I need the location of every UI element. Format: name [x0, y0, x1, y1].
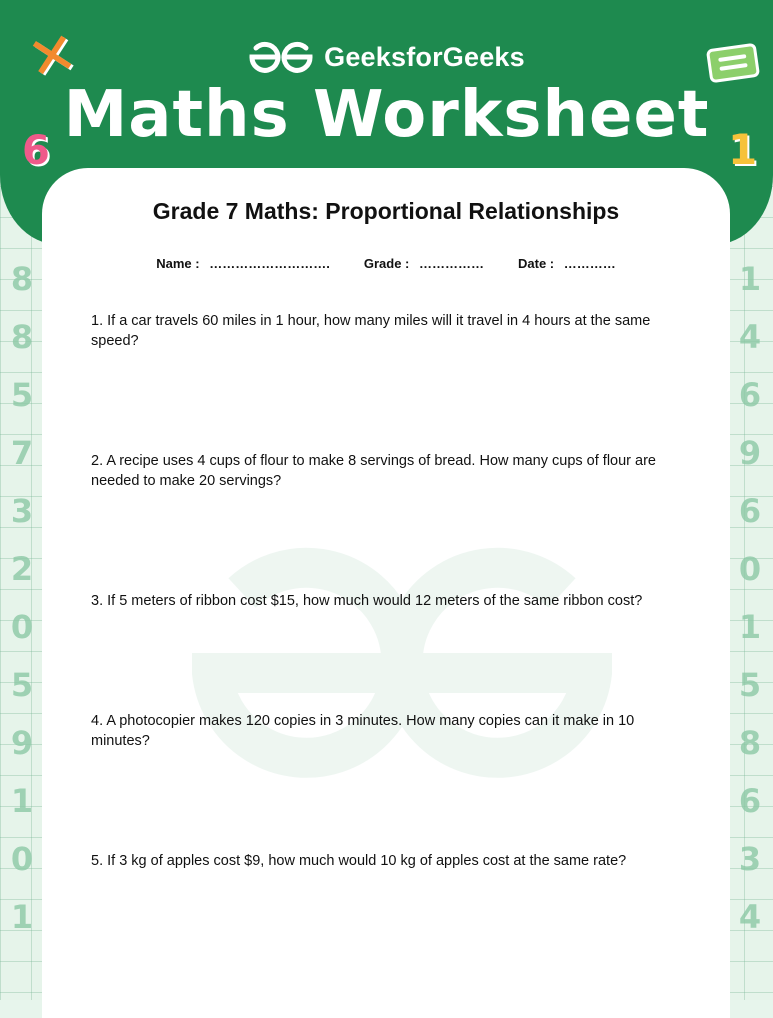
side-digit: 5: [10, 376, 34, 414]
side-digit: 3: [738, 840, 762, 878]
side-digit: 7: [10, 434, 34, 472]
side-digit: 4: [738, 898, 762, 936]
side-digit: 5: [738, 666, 762, 704]
side-digit: 1: [10, 898, 34, 936]
side-digit: 2: [10, 550, 34, 588]
side-digit: 4: [738, 318, 762, 356]
student-info-fields: [42, 256, 730, 271]
side-digit: 1: [10, 782, 34, 820]
brand-logo: [0, 40, 773, 74]
name-label: Name :: [156, 256, 200, 271]
date-label: Date :: [518, 256, 555, 271]
side-digit: 9: [738, 434, 762, 472]
grade-blank[interactable]: ……………: [419, 256, 484, 271]
question-3: 3. If 5 meters of ribbon cost $15, how much would 12 meters of the same ribbon cost?: [91, 593, 643, 609]
gfg-logo-icon: [248, 40, 314, 74]
side-digits-left: [2, 250, 42, 946]
side-digits-right: [730, 250, 770, 946]
side-digit: 0: [738, 550, 762, 588]
side-digit: 0: [10, 840, 34, 878]
multiply-icon: ✕: [21, 17, 84, 95]
side-digit: 1: [738, 608, 762, 646]
side-digit: 0: [10, 608, 34, 646]
side-digit: 8: [738, 724, 762, 762]
side-digit: 9: [10, 724, 34, 762]
page-title: Maths Worksheet: [63, 78, 710, 152]
side-digit: 8: [10, 260, 34, 298]
gfg-watermark-icon: [192, 523, 612, 823]
side-digit: 5: [10, 666, 34, 704]
side-digit: 6: [738, 492, 762, 530]
question-1: 1. If a car travels 60 miles in 1 hour, how many miles will it travel in 4 hours at the same speed?: [91, 313, 651, 349]
date-blank[interactable]: …………: [563, 256, 616, 271]
number-one-icon: 1: [728, 125, 758, 174]
date-field[interactable]: [518, 256, 616, 271]
worksheet-title: Grade 7 Maths: Proportional Relationships: [152, 198, 620, 224]
side-digit: 1: [738, 260, 762, 298]
question-4: 4. A photocopier makes 120 copies in 3 minutes. How many copies can it make in 10 minutes?: [91, 713, 635, 749]
question-5: 5. If 3 kg of apples cost $9, how much would 10 kg of apples cost at the same rate?: [91, 853, 627, 869]
equals-icon: [706, 43, 760, 84]
side-digit: 8: [10, 318, 34, 356]
number-six-icon: 6: [22, 128, 50, 174]
side-digit: 6: [738, 376, 762, 414]
grade-label: Grade :: [363, 256, 410, 271]
name-blank[interactable]: ……………………….: [209, 256, 330, 271]
side-digit: 6: [738, 782, 762, 820]
brand-name: GeeksforGeeks: [324, 41, 525, 72]
name-field[interactable]: [156, 256, 330, 271]
worksheet-card: [42, 168, 730, 1018]
question-2: 2. A recipe uses 4 cups of flour to make 8 servings of bread. How many cups of flour are needed to make 20 servings?: [91, 453, 656, 489]
side-digit: 3: [10, 492, 34, 530]
grade-field[interactable]: [364, 256, 484, 271]
